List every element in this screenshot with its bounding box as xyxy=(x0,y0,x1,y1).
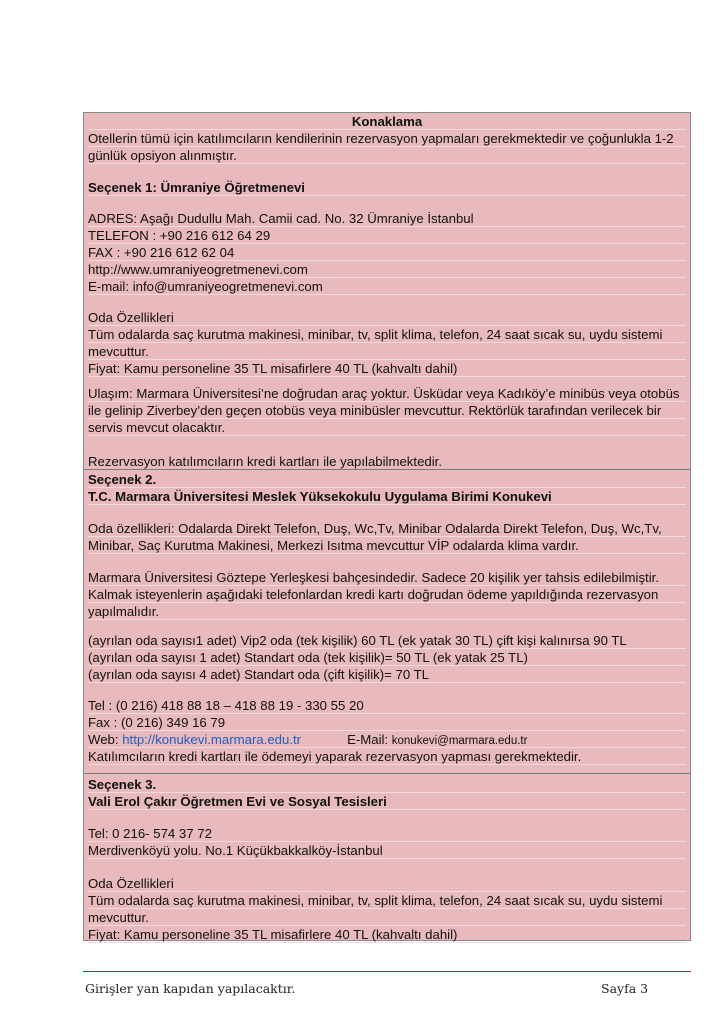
accommodation-table xyxy=(83,112,691,941)
option1-price: Fiyat: Kamu personeline 35 TL misafirlere 40 TL (kahvaltı dahil) xyxy=(88,360,686,377)
option1-reservation: Rezervasyon katılımcıların kredi kartları ile yapılabilmektedir. xyxy=(88,453,686,470)
option2-location-1: Marmara Üniversitesi Göztepe Yerleşkesi bahçesindedir. Sadece 20 kişilik yer tahsis edilebilmiştir. xyxy=(88,569,686,586)
section-divider-1 xyxy=(84,469,690,470)
option1-room-heading: Oda Özellikleri xyxy=(88,309,686,326)
option2-location-3: yapılmalıdır. xyxy=(88,603,686,620)
option1-room-features-1: Tüm odalarda saç kurutma makinesi, minibar, tv, split klima, telefon, 24 saat sıcak su, uydu sistemi xyxy=(88,326,686,343)
option3-address: Merdivenköyü yolu. No.1 Küçükbakkalköy-İstanbul xyxy=(88,842,686,859)
option3-tel: Tel: 0 216- 574 37 72 xyxy=(88,825,686,842)
option2-room-3: (ayrılan oda sayısı 4 adet) Standart oda (çift kişilik)= 70 TL xyxy=(88,666,686,683)
option3-price: Fiyat: Kamu personeline 35 TL misafirlere 40 TL (kahvaltı dahil) xyxy=(88,926,686,943)
option2-location-2: Kalmak isteyenlerin aşağıdaki telefonlardan kredi kartı doğrudan ödeme yapıldığında rezervasyon xyxy=(88,586,686,603)
option3-room-features-2: mevcuttur. xyxy=(88,909,686,926)
option2-email-label: E-Mail: xyxy=(347,732,392,747)
option2-web-row xyxy=(88,731,686,748)
option1-heading: Seçenek 1: Ümraniye Öğretmenevi xyxy=(88,179,686,196)
option3-room-heading: Oda Özellikleri xyxy=(88,875,686,892)
section-divider-2 xyxy=(84,773,690,774)
footer-note: Girişler yan kapıdan yapılacaktır. xyxy=(85,981,296,996)
option2-name: T.C. Marmara Üniversitesi Meslek Yüksekokulu Uygulama Birimi Konukevi xyxy=(88,488,686,505)
option1-web: http://www.umraniyeogretmenevi.com xyxy=(88,261,686,278)
option1-transport-1: Ulaşım: Marmara Üniversitesi’ne doğrudan araç yoktur. Üsküdar veya Kadıköy’e minibüs veya otobüs xyxy=(88,385,686,402)
option1-email: E-mail: info@umraniyeogretmenevi.com xyxy=(88,278,686,295)
option1-transport-2: ile gelinip Ziverbey’den geçen otobüs veya minibüsler mevcuttur. Rektörlük tarafından verilecek bir xyxy=(88,402,686,419)
option1-phone: TELEFON : +90 216 612 64 29 xyxy=(88,227,686,244)
intro-line-1: Otellerin tümü için katılımcıların kendilerinin rezervasyon yapmaları gerekmektedir ve çoğunlukla 1-2 xyxy=(88,130,686,147)
option2-fax: Fax : (0 216) 349 16 79 xyxy=(88,714,686,731)
page-number: Sayfa 3 xyxy=(601,981,649,996)
option1-room-features-2: mevcuttur. xyxy=(88,343,686,360)
option2-label: Seçenek 2. xyxy=(88,471,686,488)
option1-transport-3: servis mevcut olacaktır. xyxy=(88,419,686,436)
option2-email: konukevi@marmara.edu.tr xyxy=(391,735,528,747)
intro-line-2: günlük opsiyon alınmıştır. xyxy=(88,147,686,164)
option2-tel: Tel : (0 216) 418 88 18 – 418 88 19 - 330 55 20 xyxy=(88,697,686,714)
option2-room-features-2: Minibar, Saç Kurutma Makinesi, Merkezi Isıtma mevcuttur VİP odalarda klima vardır. xyxy=(88,537,686,554)
option2-room-2: (ayrılan oda sayısı 1 adet) Standart oda (tek kişilik)= 50 TL (ek yatak 25 TL) xyxy=(88,649,686,666)
option2-web-label: Web: xyxy=(88,732,123,747)
option3-name: Vali Erol Çakır Öğretmen Evi ve Sosyal Tesisleri xyxy=(88,793,686,810)
option2-room-features-1: Oda özellikleri: Odalarda Direkt Telefon, Duş, Wc,Tv, Minibar Odalarda Direkt Telefon, Duş, Wc,Tv, xyxy=(88,520,686,537)
table-title: Konaklama xyxy=(88,113,686,130)
option2-room-1: (ayrılan oda sayısı1 adet) Vip2 oda (tek kişilik) 60 TL (ek yatak 30 TL) çift kişi kalınırsa 90 TL xyxy=(88,632,686,649)
option3-room-features-1: Tüm odalarda saç kurutma makinesi, minibar, tv, split klima, telefon, 24 saat sıcak su, uydu sistemi xyxy=(88,892,686,909)
option2-payment: Katılımcıların kredi kartları ile ödemeyi yaparak rezervasyon yapması gerekmektedir. xyxy=(88,748,686,765)
option3-label: Seçenek 3. xyxy=(88,776,686,793)
option1-address: ADRES: Aşağı Dudullu Mah. Camii cad. No. 32 Ümraniye İstanbul xyxy=(88,210,686,227)
option1-fax: FAX : +90 216 612 62 04 xyxy=(88,244,686,261)
option2-web-link[interactable]: http://konukevi.marmara.edu.tr xyxy=(122,732,302,747)
footer-divider xyxy=(83,971,691,972)
